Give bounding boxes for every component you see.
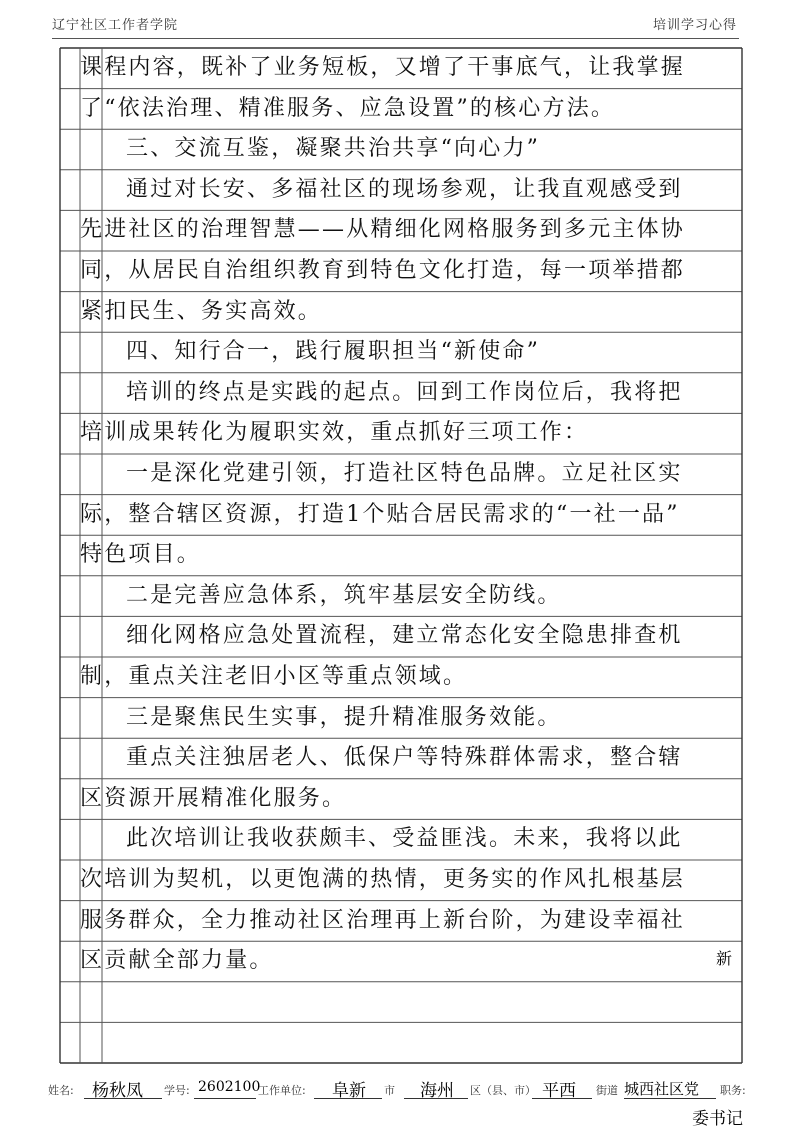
essay-line: 了“依法治理、精准服务、应急设置”的核心方法。 [80,95,616,121]
city-label: 市 [384,1084,395,1097]
essay-line: 细化网格应急处置流程，建立常态化安全隐患排查机 [126,623,683,649]
district-label: 区（县、市） [470,1084,536,1097]
essay-line: 同，从居民自治组织教育到特色文化打造，每一项举措都 [80,258,686,283]
essay-line: 培训成果转化为履职实效，重点抓好三项工作： [80,420,589,446]
student-id-label: 学号: [164,1084,190,1097]
essay-line: 课程内容，既补了业务短板，又增了干事底气，让我掌握 [80,55,686,80]
essay-line: 次培训为契机，以更饱满的热情，更务实的作风扎根基层 [80,867,686,892]
essay-line: 三是聚焦民生实事，提升精准服务效能。 [126,704,562,730]
essay-line [80,1024,742,1060]
work-unit-label: 工作单位: [258,1084,306,1097]
essay-line: 通过对长安、多福社区的现场参观，让我直观感受到 [126,176,683,202]
community-value: 城西社区党 [624,1080,700,1098]
district-value: 海州 [420,1081,454,1101]
name-label: 姓名: [48,1084,74,1097]
street-value: 平西 [542,1081,576,1101]
essay-line: 际，整合辖区资源，打造1个贴合居民需求的“一社一品” [80,501,680,527]
student-info-footer [48,1076,755,1102]
role-label: 职务: [720,1084,746,1097]
essay-line: 三、交流互鉴，凝聚共治共享“向心力” [126,136,541,162]
essay-line: 培训的终点是实践的起点。回到工作岗位后，我将把 [126,379,683,405]
essay-line: 区资源开展精准化服务。 [80,785,347,811]
essay-line: 特色项目。 [80,542,202,568]
essay-line: 先进社区的治理智慧——从精细化网格服务到多元主体协 [80,217,686,243]
student-id-value: 2602100 [198,1079,261,1095]
city-value: 阜新 [332,1081,366,1101]
essay-line: 四、知行合一，践行履职担当“新使命” [126,339,541,365]
essay-line: 此次培训让我收获颇丰、受益匪浅。未来，我将以此 [126,826,683,852]
document-type-header: 培训学习心得 [652,18,737,33]
street-label: 街道 [596,1084,618,1097]
name-value: 杨秋凤 [92,1081,143,1101]
institution-header: 辽宁社区工作者学院 [52,18,179,33]
essay-line: 紧扣民生、务实高效。 [80,298,323,324]
essay-line: 制，重点关注老旧小区等重点领域。 [80,664,468,689]
role-value: 委书记 [692,1109,743,1129]
essay-line [80,984,742,1020]
essay-line: 服务群众，全力推动社区治理再上新台阶，为建设幸福社 [80,907,686,933]
essay-line: 一是深化党建引领，打造社区特色品牌。立足社区实 [126,461,683,486]
essay-line: 重点关注独居老人、低保户等特殊群体需求，整合辖 [126,745,683,771]
essay-line: 二是完善应急体系，筑牢基层安全防线。 [126,582,562,608]
margin-note: 新 [716,949,733,968]
essay-line: 区贡献全部力量。 [80,948,274,974]
